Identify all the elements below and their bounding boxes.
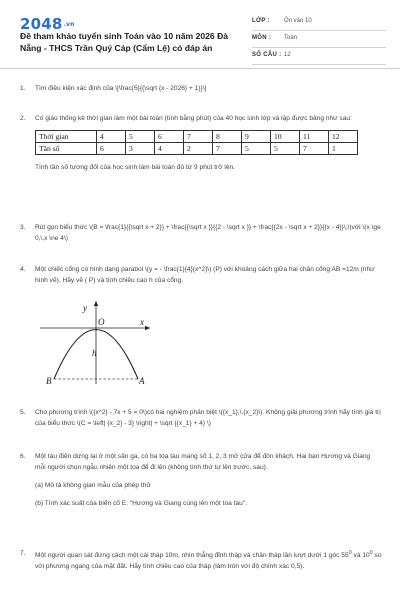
meta-value: Toán [284,35,298,41]
question-3 [20,222,382,244]
meta-value: Ôn vào 10 [284,18,312,24]
question-5 [20,407,382,429]
table-cell: 8 [213,131,242,143]
table-cell: 1 [329,143,358,155]
meta-label: MÔN : [252,35,272,41]
point-a-label: A [139,376,145,386]
table-cell: 3 [126,143,155,155]
text-segment: so với phương ngang của mặt đất. Hãy tính chiều cao của tháp (làm tròn với độ chính xác 0,5). [35,552,382,571]
table-cell: 7 [213,143,242,155]
document-title: Đề tham khảo tuyển sinh Toán vào 10 năm 2026 Đà Nẵng - THCS Trần Quý Cáp (Cẩm Lệ) có đáp án [20,31,229,53]
question-number: 7. [20,550,26,557]
question-6 [20,451,382,509]
document-header [0,0,400,69]
meta-row-subject [252,31,386,48]
question-4 [20,264,382,286]
meta-row-count [252,48,386,65]
degree-superscript: 0 [348,550,352,556]
table-cell: 7 [184,131,213,143]
table-cell: 7 [300,143,329,155]
table-cell: 6 [97,143,126,155]
height-label: h [92,348,97,358]
question-number: 4. [20,266,26,273]
table-cell: 4 [155,143,184,155]
y-axis-label: y [83,303,87,313]
table-cell: 9 [242,131,271,143]
parabola-gate-figure [40,298,152,388]
question-number: 5. [20,409,26,416]
question-7 [20,548,382,572]
x-axis-label: x [140,317,144,327]
meta-value: 12 [284,52,291,58]
question-2 [20,113,382,173]
table-cell: 5 [271,143,300,155]
question-text [35,548,382,572]
meta-label: LỚP : [252,18,270,24]
x-axis-arrow [145,326,150,330]
table-cell: 4 [97,131,126,143]
point-b-label: B [46,376,52,386]
question-text: Tìm điều kiện xác định của \[\frac{5}{{\sqrt {x - 2026} + 1}}\] [35,85,207,92]
text-segment: Một người quan sát đứng cách một cái tháp 10m, nhìn thẳng đỉnh tháp và chân tháp lần lượt dưới 1 góc 55 [35,552,349,560]
origin-label: O [98,317,105,327]
frequency-table [35,130,358,155]
meta-label: SỐ CÂU : [252,52,282,58]
table-cell: 5 [242,143,271,155]
question-text: Một chiếc cổng có hình dạng parabol \(y = - \frac{1}{4}{x^2}\) (P) với khoảng cách giữa hai chân cổng AB =12m (như hình vẽ). Hãy vẽ ( P) và tính chiều cao h của cổng. [35,266,375,284]
table-cell: 11 [300,131,329,143]
table-row-label: Thời gian [36,131,97,143]
question-number: 3. [20,224,26,231]
table-cell: 2 [184,143,213,155]
table-cell: 6 [155,131,184,143]
table-cell: 10 [271,131,300,143]
sub-question-b: (b) Tính xác suất của biến cố E: "Hương và Giang cùng lên một toa tàu". [35,500,247,507]
question-text: Một tàu điện dừng lại ở một sân ga, có ba toa tàu mang số 1, 2, 3 mở cửa để đón khách. Hai bạn Hương và Giang mỗi người chọn ngẫu nhiên một toa để đi lên (không tính thứ tự lên trước, sau). [35,453,371,471]
document-meta [252,14,386,65]
table-cell: 12 [329,131,358,143]
question-text: Cho phương trình \({x^2} - 7x + 5 = 0\)có hai nghiệm phân biệt \({x_1},\,{x_2}\). Không giải phương trình hãy tính giá trị của biểu thức \(C = \left| {x_2} - 3} \right| + \sqrt {{x_1} + 4} \) [35,409,381,427]
meta-row-class [252,14,386,31]
table-row [36,143,358,155]
sub-question-a: (a) Mô tả không gian mẫu của phép thử [35,482,151,489]
logo-text: 2048 [20,15,63,33]
table-cell: 5 [126,131,155,143]
question-1 [20,83,382,94]
question-number: 1. [20,85,26,92]
question-text: Có giáo thống kê thời gian làm một bài toán (tính bằng phút) của 40 học sinh lớp và lập được bảng như sau: [35,115,352,122]
logo-suffix: .vn [63,21,75,28]
question-number: 2. [20,115,26,122]
question-text: Rút gọn biểu thức \(B = \frac{1}{{\sqrt x + 2}} + \frac{{\sqrt x }}{{2 - \sqrt x }} + \frac{{2x - \sqrt x + 2}}{{x - 4}}\,\)với \(x \ge 0,\,x \ne 4\) [35,224,381,242]
table-row-label: Tần số [36,143,97,155]
y-axis-arrow [94,301,98,306]
question-followup: Tính tần số tương đối của học sinh làm bài toán đó từ 9 phút trở lên. [35,164,236,171]
question-number: 6. [20,453,26,460]
text-segment: và 10 [351,552,370,560]
table-row [36,131,358,143]
degree-superscript: 0 [369,550,373,556]
